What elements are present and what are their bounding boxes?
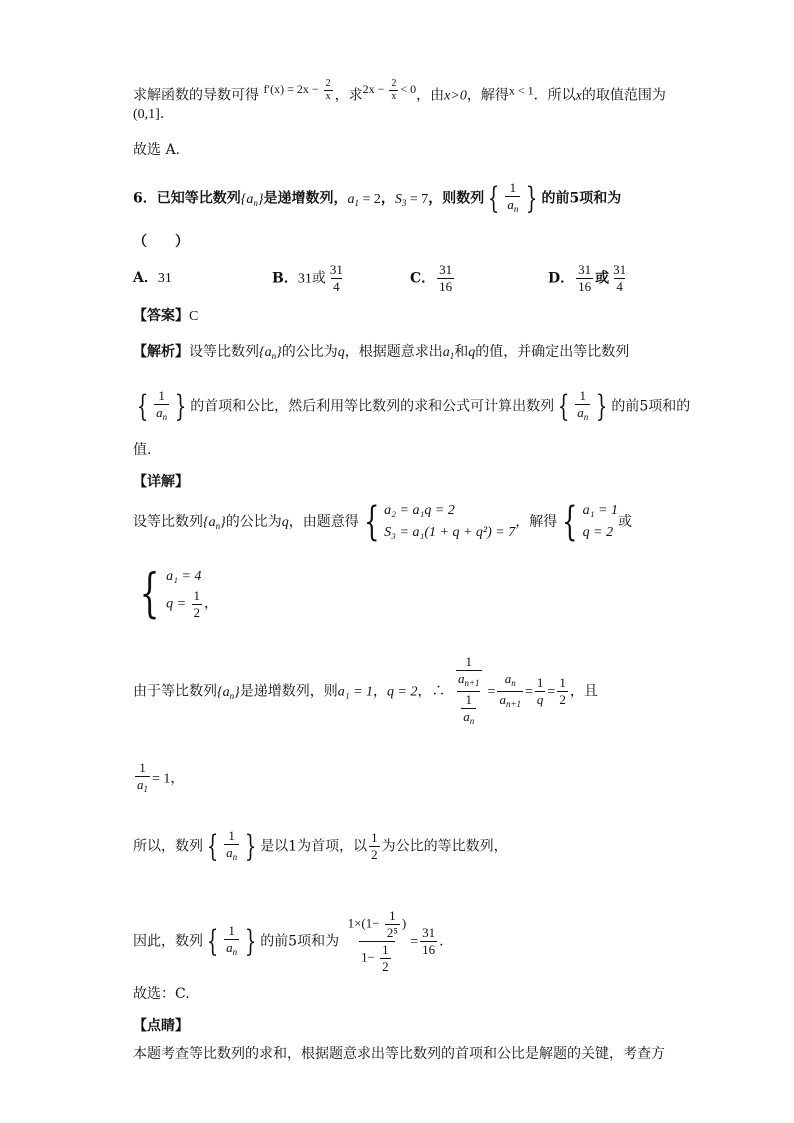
answer-line: 【答案】C (133, 308, 199, 324)
detail-line-4: $\frac{1}{a_1}$ = 1， (133, 760, 184, 797)
comment-label: 【点睛】 (133, 1018, 189, 1034)
intro-line: 求解函数的导数可得 f′(x) = 2x − $\frac{2}{x}$ ，求2x − $\frac{2}{x}$ < 0，由x>0，解得x < 1．所以x的取值范围为 (133, 78, 666, 104)
intro-range-line: (0,1]. (133, 106, 165, 122)
intro-text: 求解函数的导数可得 (133, 87, 259, 104)
detail-line-2: { a₁ = 4 q = $\frac{1}{2}$ ， (139, 563, 219, 624)
range-expr: (0,1] (133, 107, 160, 122)
conclusion-1: 故选 A. (133, 142, 181, 158)
question-6-paren: （ ） (133, 234, 189, 250)
option-a: A．31 (133, 270, 172, 286)
derivative-expr: f′(x) = 2x − $\frac{2}{x}$ (263, 78, 331, 102)
detail-line-1: 设等比数列$\{a_n\}$的公比为q，由题意得 { a₂ = a₁q = 2 S₃ = a₁(1 + q + q²) = 7 ，解得 { a₁ = 1 q = 2 或 (133, 499, 632, 545)
question-6-stem: 6．已知等比数列$\{a_n\}$是递增数列，$a_1 = 2$，$S_3 = 7$，则数列 { $\frac{1}{a_n}$ } 的前5项和为 (133, 180, 622, 216)
detail-line-5: 所以，数列 { $\frac{1}{a_n}$ } 是以1为首项，以 $\frac{1}{2}$ 为公比的等比数列， (133, 828, 508, 864)
option-c: C． $\frac{31}{16}$ (410, 262, 453, 294)
solution-expr: x < 1 (508, 83, 534, 98)
detail-label: 【详解】 (133, 474, 189, 490)
option-b: B．31或 $\frac{31}{4}$ (272, 262, 343, 294)
inequality-expr: 2x − $\frac{2}{x}$ < 0 (362, 78, 417, 102)
comment-text: 本题考查等比数列的求和，根据题意求出等比数列的首项和公比是解题的关键，考查方 (133, 1046, 665, 1062)
analysis-line-3: 值. (133, 442, 152, 458)
detail-line-3: 由于等比数列$\{a_n\}$是递增数列，则a₁ = 1，q = 2，∴ $\frac{\frac{1}{a_{n+1}}}{\frac{1}{a_n}}$ = $\frac{a_n}{a_{n+1}}$ = $\frac{1}{q}$ = $\frac{1}{2}$ ，且 (133, 654, 598, 729)
detail-line-6: 因此，数列 { $\frac{1}{a_n}$ } 的前5项和为 1×(1− $\frac{1}{\text{2⁵}}$ ) 1− $\frac{1}{2}$ = $\frac{31}{16}$ . (133, 908, 444, 974)
analysis-line-2: { $\frac{1}{a_n}$ } 的首项和公比，然后利用等比数列的求和公式可计算出数列 { $\frac{1}{a_n}$ } 的前5项和的 (136, 388, 691, 424)
condition-expr: x>0 (444, 88, 467, 104)
analysis-line-1: 【解析】设等比数列$\{a_n\}$的公比为q，根据题意求出$a_1$和q的值，并确定出等比数列 (133, 344, 630, 361)
conclusion-2: 故选：C. (133, 986, 190, 1002)
answer-value: C (189, 309, 199, 324)
option-d: D． $\frac{31}{16}$ 或 $\frac{31}{4}$ (548, 262, 627, 294)
